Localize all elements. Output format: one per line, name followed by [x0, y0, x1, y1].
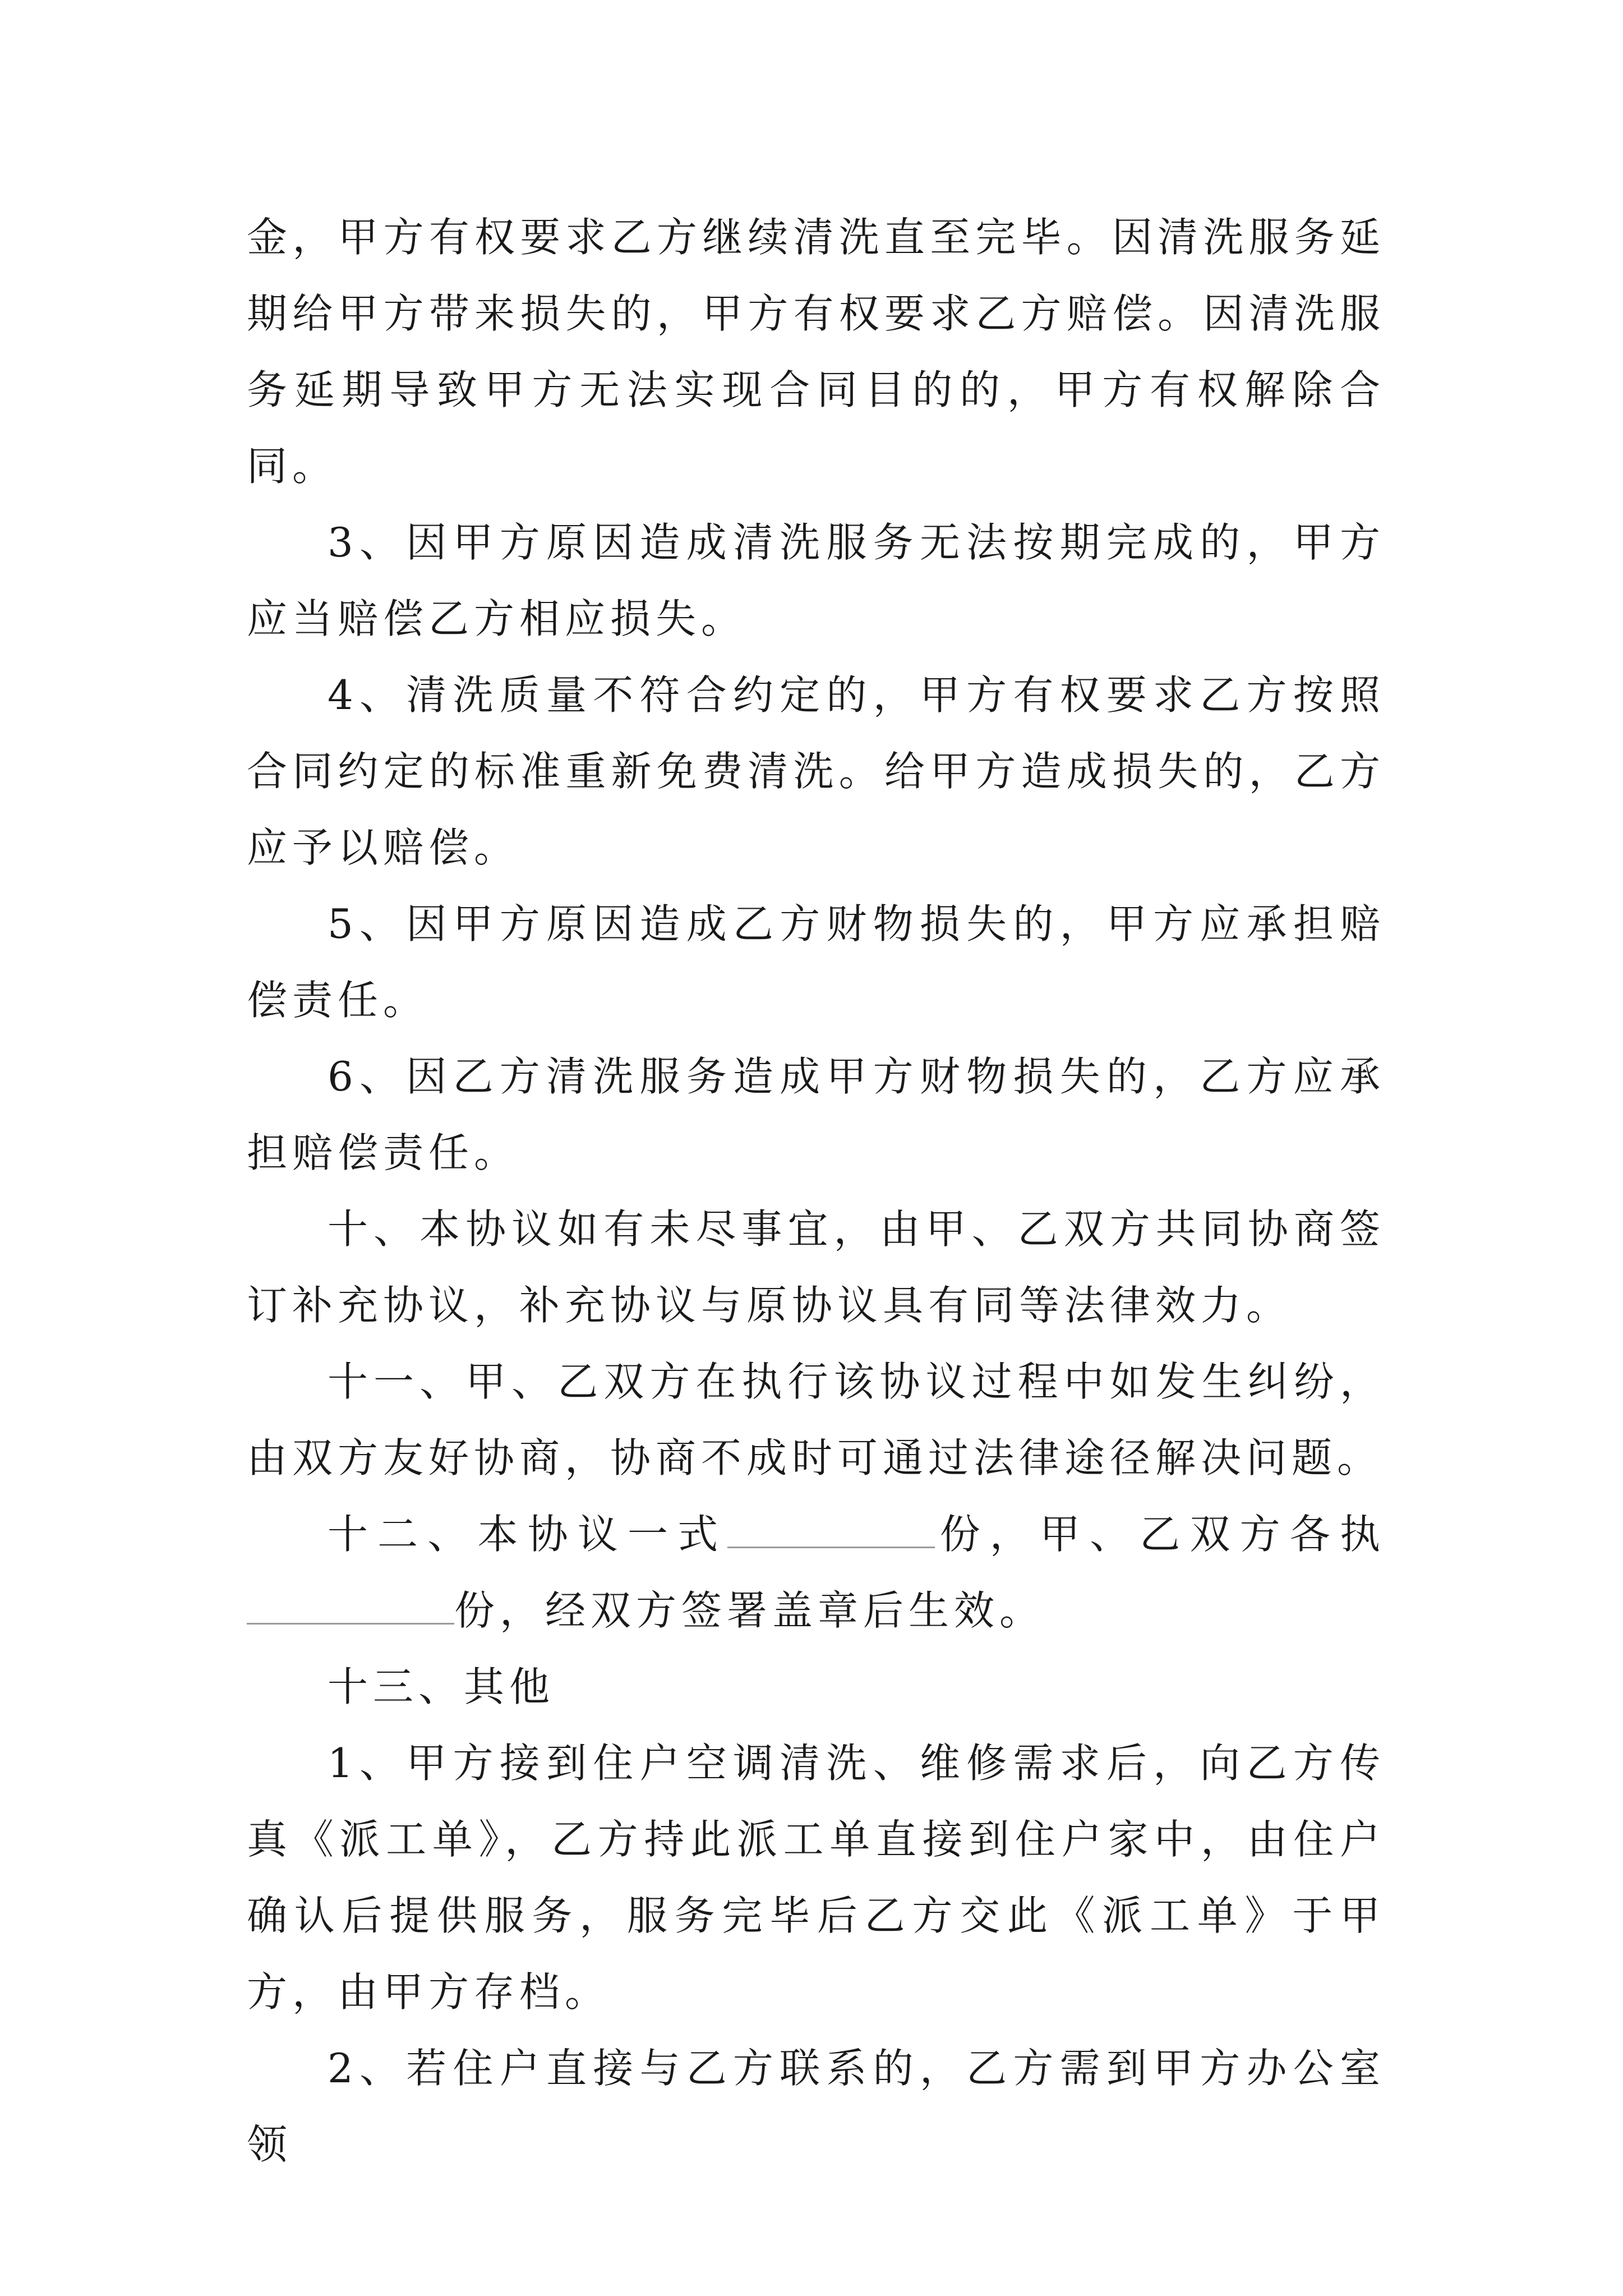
- paragraph-continuation: 金，甲方有权要求乙方继续清洗直至完毕。因清洗服务延期给甲方带来损失的，甲方有权要求乙方赔偿。因清洗服务延期导致甲方无法实现合同目的的，甲方有权解除合同。: [247, 214, 1385, 490]
- paragraph-clause-5: 5、因甲方原因造成乙方财物损失的，甲方应承担赔偿责任。: [247, 900, 1385, 1024]
- copies-total-blank: [727, 1513, 935, 1548]
- paragraph-other-1: 1、甲方接到住户空调清洗、维修需求后，向乙方传真《派工单》，乙方持此派工单直接到住户家中，由住户确认后提供服务，服务完毕后乙方交此《派工单》于甲方，由甲方存档。: [247, 1740, 1385, 2016]
- contract-body: [247, 199, 1385, 2183]
- paragraph-clause-6: 6、因乙方清洗服务造成甲方财物损失的，乙方应承担赔偿责任。: [247, 1053, 1385, 1176]
- article-12-text-3: 份，经双方签署盖章后生效。: [454, 1587, 1045, 1634]
- article-12-text-2: 份，甲、乙双方各执: [935, 1511, 1385, 1558]
- paragraph-article-13-heading: 十三、其他: [328, 1663, 555, 1710]
- paragraph-article-10: 十、本协议如有未尽事宜，由甲、乙双方共同协商签订补充协议，补充协议与原协议具有同等法律效力。: [247, 1205, 1385, 1329]
- paragraph-other-2: 2、若住户直接与乙方联系的，乙方需到甲方办公室领: [247, 2045, 1385, 2168]
- paragraph-article-11: 十一、甲、乙双方在执行该协议过程中如发生纠纷，由双方友好协商，协商不成时可通过法律途径解决问题。: [247, 1358, 1385, 1481]
- copies-each-blank: [247, 1589, 454, 1625]
- paragraph-clause-3: 3、因甲方原因造成清洗服务无法按期完成的，甲方应当赔偿乙方相应损失。: [247, 519, 1385, 642]
- paragraph-clause-4: 4、清洗质量不符合约定的，甲方有权要求乙方按照合同约定的标准重新免费清洗。给甲方造成损失的，乙方应予以赔偿。: [247, 671, 1385, 871]
- paragraph-article-12: [247, 1496, 1385, 1649]
- article-12-text-1: 十二、本协议一式: [328, 1511, 728, 1558]
